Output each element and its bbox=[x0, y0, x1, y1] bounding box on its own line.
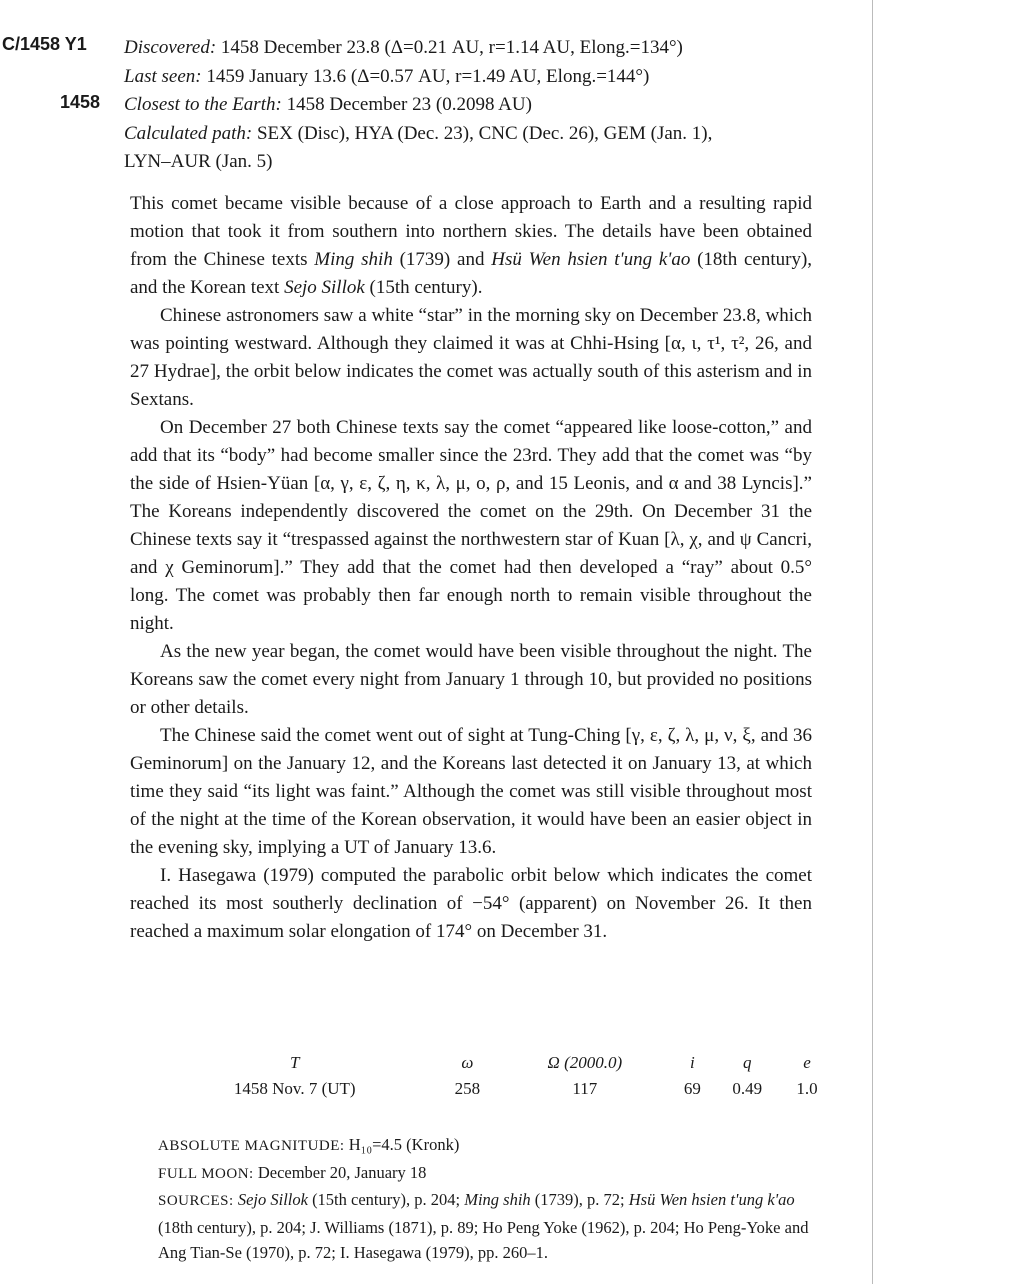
orbit-header-cell: q bbox=[742, 1053, 752, 1072]
orbit-header-cell: Ω (2000.0) bbox=[547, 1053, 623, 1072]
orbit-cell: 0.49 bbox=[732, 1079, 763, 1098]
title-ming-shih: Ming shih bbox=[314, 249, 393, 270]
orbit-cell: 69 bbox=[683, 1079, 701, 1098]
path-line bbox=[124, 120, 844, 149]
orbital-elements-table bbox=[152, 1050, 832, 1102]
comet-header-block bbox=[124, 34, 844, 177]
paragraph-5: The Chinese said the comet went out of sight at Tung-Ching [γ, ε, ζ, λ, μ, ν, ξ, and 36 Geminorum] on the January 12, and the Koreans last detected it on January 13, at which time they said “its light was faint.” Although the comet was still visible throughout most of the night at the time of the Korean observation, it would have been an easier object in the evening sky, implying a UT of January 13.6. bbox=[130, 725, 812, 858]
paragraph-3: On December 27 both Chinese texts say the comet “appeared like loose-cotton,” and add that its “body” had become smaller since the 23rd. They add that the comet was “by the side of Hsien-Yüan [α, γ, ε, ζ, η, κ, λ, μ, ο, ρ, and 15 Leonis, and α and 38 Lyncis].” The Koreans independently discovered the comet on the 29th. On December 31 the Chinese texts say it “trespassed against the northwestern star of Kuan [λ, χ, and ψ Cancri, and χ Geminorum].” They add that the comet had then developed a “ray” about 0.5° long. The comet was probably then far enough north to remain visible throughout the night. bbox=[130, 417, 812, 634]
paragraph-4: As the new year began, the comet would have been visible throughout the night. The Koreans saw the comet every night from January 1 through 10, but provided no positions or other details. bbox=[130, 641, 812, 718]
orbit-header-cell: i bbox=[689, 1053, 695, 1072]
full-moon-value: December 20, January 18 bbox=[253, 1162, 427, 1182]
paragraph-6: I. Hasegawa (1979) computed the parabolic orbit below which indicates the comet reached its most southerly declination of −54° (apparent) on November 26. It then reached a maximum solar elongation of 174° on December 31. bbox=[130, 865, 812, 942]
paragraph-2: Chinese astronomers saw a white “star” in the morning sky on December 23.8, which was pointing westward. Although they claimed it was at Chhi-Hsing [α, ι, τ¹, τ², 26, and 27 Hydrae], the orbit below indicates the comet was actually south of this asterism and in Sextans. bbox=[130, 305, 812, 410]
path-value: SEX (Disc), HYA (Dec. 23), CNC (Dec. 26), GEM (Jan. 1), bbox=[252, 122, 713, 144]
closest-value: 1458 December 23 (0.2098 AU) bbox=[281, 94, 532, 115]
orbit-cell: 1.0 bbox=[796, 1079, 818, 1098]
last-seen-line bbox=[124, 63, 844, 92]
absolute-magnitude-label: ABSOLUTE MAGNITUDE: bbox=[158, 1138, 345, 1154]
orbit-header-cell: ω bbox=[461, 1053, 474, 1072]
orbit-cell: 117 bbox=[572, 1079, 598, 1098]
path-label: Calculated path: bbox=[124, 122, 253, 144]
orbit-cell: 258 bbox=[454, 1079, 481, 1098]
orbit-header-cell: T bbox=[290, 1053, 300, 1072]
title-sejo-sillok: Sejo Sillok bbox=[284, 277, 365, 298]
discovered-label: Discovered: bbox=[124, 37, 217, 58]
sources-line: SOURCES: Sejo Sillok (15th century), p. 204; Ming shih (1739), p. 72; Hsü Wen hsien t'ung k'ao (18th century), p. 204; J. Williams (1871), p. 89; Ho Peng Yoke (1962), p. 204; Ho Peng-Yoke and Ang Tian-Se (1970), p. 72; I. Hasegawa (1979), pp. 260–1. bbox=[158, 1190, 809, 1262]
path-line-continued: LYN–AUR (Jan. 5) bbox=[124, 151, 273, 172]
comet-description bbox=[130, 190, 812, 946]
closest-line bbox=[124, 91, 844, 120]
comet-notes bbox=[158, 1132, 830, 1266]
orbit-header-row bbox=[152, 1050, 832, 1076]
comet-designation: C/1458 Y1 bbox=[2, 34, 87, 54]
full-moon-label: FULL MOON: bbox=[158, 1165, 254, 1182]
page-margin-rule bbox=[872, 0, 873, 1284]
full-moon-line bbox=[158, 1160, 830, 1188]
sources-label: SOURCES: bbox=[158, 1193, 234, 1209]
last-seen-value: 1459 January 13.6 (Δ=0.57 AU, r=1.49 AU, Elong.=144°) bbox=[201, 65, 650, 87]
absolute-magnitude-value: H₁₀=4.5 (Kronk) bbox=[344, 1135, 460, 1154]
discovered-line bbox=[124, 34, 844, 63]
title-hsu-wen: Hsü Wen hsien t'ung k'ao bbox=[491, 249, 691, 270]
paragraph-1: This comet became visible because of a close approach to Earth and a resulting rapid motion that took it from southern into northern skies. The details have been obtained from the Chinese texts Ming shih (1739) and Hsü Wen hsien t'ung k'ao (18th century), and the Korean text Sejo Sillok (15th century). bbox=[130, 193, 813, 298]
orbit-header-cell: e bbox=[803, 1053, 811, 1072]
closest-label: Closest to the Earth: bbox=[124, 94, 282, 115]
discovered-value: 1458 December 23.8 (Δ=0.21 AU, r=1.14 AU, Elong.=134°) bbox=[216, 37, 683, 58]
absolute-magnitude-line bbox=[158, 1132, 830, 1160]
orbit-data-row bbox=[152, 1076, 832, 1102]
comet-year: 1458 bbox=[60, 92, 101, 112]
orbit-cell: 1458 Nov. 7 (UT) bbox=[233, 1079, 356, 1098]
last-seen-label: Last seen: bbox=[124, 65, 202, 87]
